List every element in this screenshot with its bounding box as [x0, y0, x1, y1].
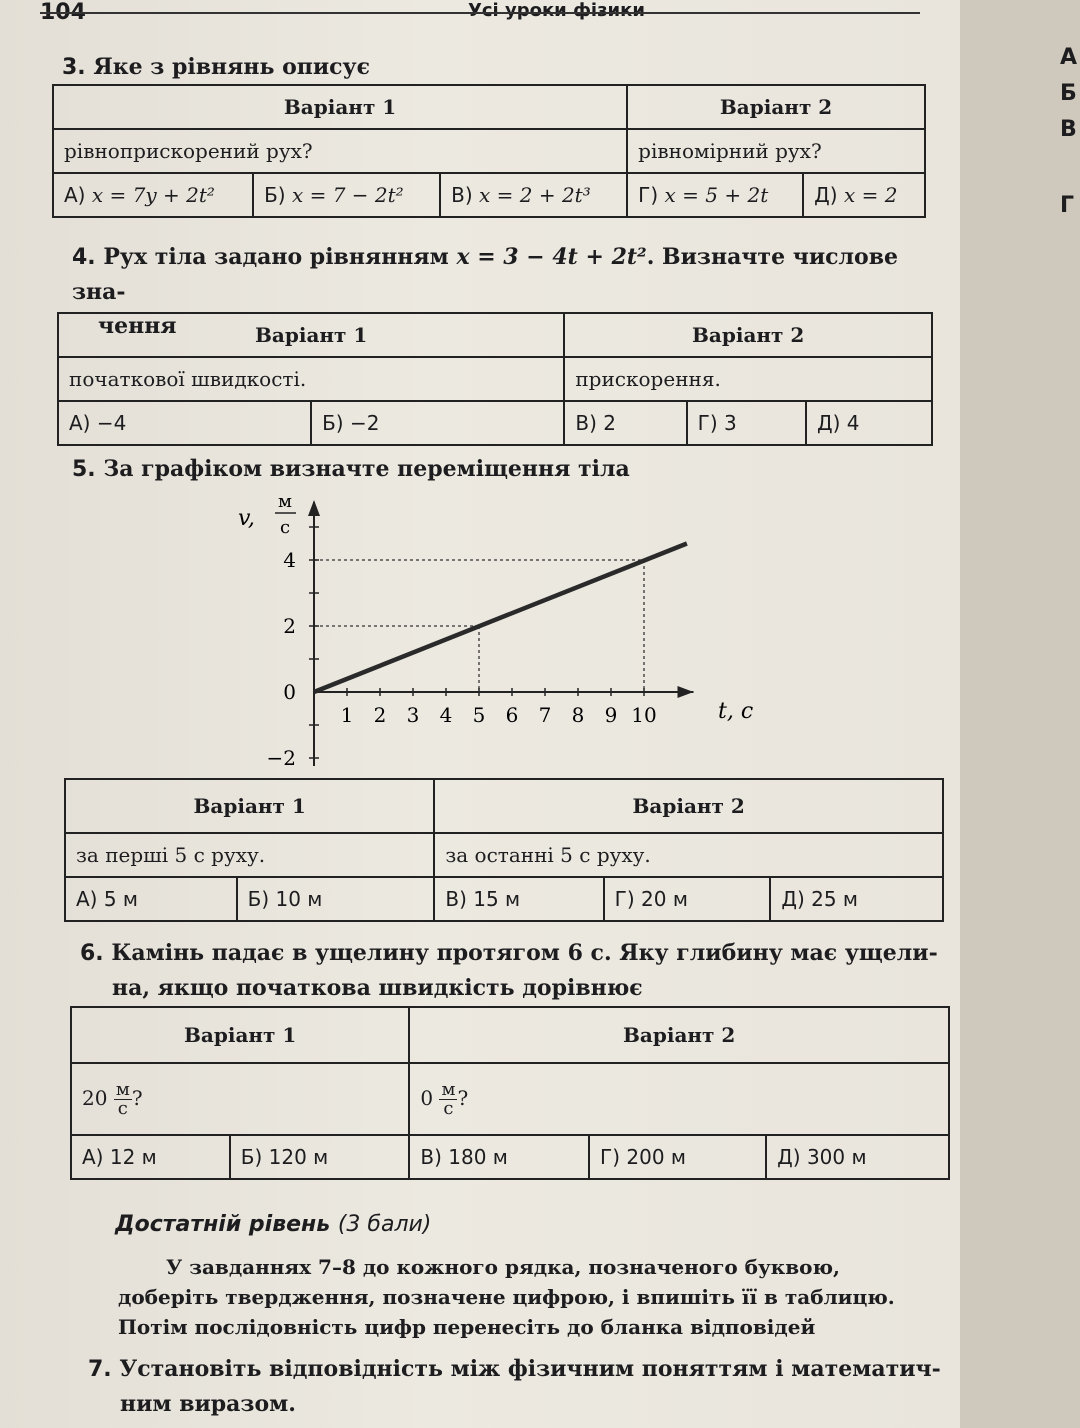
answer-a [53, 173, 253, 217]
variant-2-header: Варіант 2 [564, 313, 932, 357]
answer-a: А) 12 м [71, 1135, 230, 1179]
y-axis-unit-top: м [277, 491, 293, 512]
y-axis-unit-bot: с [279, 517, 291, 538]
velocity-time-chart [230, 480, 790, 780]
question-text: Камінь падає в ущелину протягом 6 с. Яку глибину має ущели- [111, 940, 938, 966]
question-number: 5. [72, 457, 96, 482]
x-axis-arrow [678, 686, 694, 698]
x-tick-label: 7 [538, 703, 552, 727]
x-tick-label: 9 [604, 703, 618, 727]
question-number: 4. [72, 245, 96, 270]
x-tick-label: 2 [373, 703, 387, 727]
question-3 [62, 50, 370, 85]
x-axis-label: t, с [718, 699, 754, 724]
answer-d: Г) 3 [687, 401, 806, 445]
y-tick-label: 2 [283, 614, 296, 638]
instruction-text: У завданнях 7–8 до кожного рядка, позначеного буквою, доберіть твердження, позначене цифрою, і впишіть її в таблицю. Потім послідовність цифр перенесіть до бланка відповідей [118, 1255, 895, 1339]
side-char: А [1060, 45, 1078, 70]
unit-bottom: с [117, 1097, 128, 1119]
x-tick-label: 5 [472, 703, 486, 727]
variant-2-text: прискорення. [564, 357, 932, 401]
answer-e: Д) 300 м [766, 1135, 949, 1179]
y-tick-label: −2 [266, 746, 296, 770]
variant-2-header: Варіант 2 [409, 1007, 949, 1063]
variant-1-text: рівноприскорений рух? [53, 129, 627, 173]
x-tick-label: 1 [340, 703, 354, 727]
answer-a: А) 5 м [65, 877, 237, 921]
question-equation: x = 3 − 4t + 2t² [456, 244, 647, 270]
page-number: 104 [40, 0, 86, 25]
question-number: 7. [88, 1357, 112, 1382]
answer-expr: x = 5 + 2t [664, 183, 769, 207]
question-text-line2: ним виразом. [120, 1391, 296, 1417]
question-text: . Визначте числове зна- [72, 244, 899, 305]
level-heading [115, 1212, 431, 1237]
answer-b: Б) 10 м [237, 877, 435, 921]
answer-c: В) 2 [564, 401, 686, 445]
variant-2-text: рівномірний рух? [627, 129, 925, 173]
unit-bottom: с [443, 1097, 454, 1119]
unit-top: м [115, 1078, 130, 1100]
answer-label: Б) [264, 183, 286, 207]
q4-table [57, 312, 933, 446]
q3-table [52, 84, 926, 218]
adjacent-page-letters [1060, 40, 1077, 224]
x-tick-label: 8 [571, 703, 585, 727]
side-char: Г [1060, 193, 1075, 218]
unit-fraction [114, 1078, 132, 1119]
answer-label: Д) [814, 183, 838, 207]
question-mark: ? [457, 1085, 469, 1110]
speed-value: 0 [420, 1085, 434, 1110]
speed-value: 20 [82, 1085, 108, 1110]
variant-1-header: Варіант 1 [71, 1007, 409, 1063]
y-tick-label: 0 [283, 680, 296, 704]
unit-top: м [441, 1078, 456, 1100]
answer-c [440, 173, 627, 217]
series-line [314, 544, 687, 693]
answer-d: Г) 200 м [589, 1135, 766, 1179]
answer-e [803, 173, 925, 217]
variant-1-header: Варіант 1 [58, 313, 564, 357]
x-tick-label: 6 [505, 703, 519, 727]
variant-2-header: Варіант 2 [627, 85, 925, 129]
variant-1-text: початкової швидкості. [58, 357, 564, 401]
answer-d [627, 173, 803, 217]
y-axis-label: v, [238, 506, 255, 531]
answer-e: Д) 25 м [770, 877, 943, 921]
q6-table [70, 1006, 950, 1180]
answer-e: Д) 4 [806, 401, 932, 445]
x-tick-label: 10 [631, 703, 657, 727]
variant-2-value [409, 1063, 949, 1135]
answer-c: В) 180 м [409, 1135, 589, 1179]
answer-b: Б) −2 [311, 401, 564, 445]
question-6 [80, 936, 950, 1005]
question-text: Установіть відповідність між фізичним поняттям і математич- [119, 1356, 941, 1382]
answer-a: А) −4 [58, 401, 311, 445]
level-points: (3 бали) [337, 1212, 432, 1237]
side-char: В [1060, 117, 1077, 142]
question-text: Яке з рівнянь описує [93, 54, 371, 80]
variant-1-value [71, 1063, 409, 1135]
answer-b: Б) 120 м [230, 1135, 410, 1179]
variant-2-text: за останні 5 с руху. [434, 833, 943, 877]
question-text-line2: на, якщо початкова швидкість дорівнює [112, 975, 643, 1001]
variant-1-header: Варіант 1 [53, 85, 627, 129]
x-tick-label: 3 [406, 703, 420, 727]
chart-ticks [267, 527, 657, 770]
question-text-line2: чення [98, 313, 177, 339]
question-text: Рух тіла задано рівнянням [103, 244, 449, 270]
question-7 [88, 1352, 958, 1421]
variant-2-header: Варіант 2 [434, 779, 943, 833]
header-rule [40, 12, 920, 14]
side-char: Б [1060, 81, 1077, 106]
y-tick-label: 4 [283, 548, 296, 572]
answer-expr: x = 7 − 2t² [291, 183, 404, 207]
question-number: 3. [62, 55, 86, 80]
unit-fraction [439, 1078, 457, 1119]
question-text: За графіком визначте переміщення тіла [103, 456, 630, 482]
answer-d: Г) 20 м [604, 877, 771, 921]
answer-label: А) [64, 183, 86, 207]
answer-expr: x = 2 [843, 183, 898, 207]
answer-expr: x = 2 + 2t³ [479, 183, 591, 207]
question-number: 6. [80, 941, 104, 966]
running-title: Усі уроки фізики [468, 0, 645, 21]
answer-c: В) 15 м [434, 877, 603, 921]
answer-b [253, 173, 440, 217]
q5-table [64, 778, 944, 922]
x-tick-label: 4 [439, 703, 453, 727]
answer-expr: x = 7y + 2t² [91, 183, 215, 207]
y-axis-arrow [308, 500, 320, 516]
answer-label: В) [451, 183, 473, 207]
chart-series [314, 544, 687, 693]
level-title: Достатній рівень [115, 1212, 331, 1237]
variant-1-text: за перші 5 с руху. [65, 833, 434, 877]
question-mark: ? [131, 1085, 143, 1110]
answer-label: Г) [638, 183, 659, 207]
variant-1-header: Варіант 1 [65, 779, 434, 833]
